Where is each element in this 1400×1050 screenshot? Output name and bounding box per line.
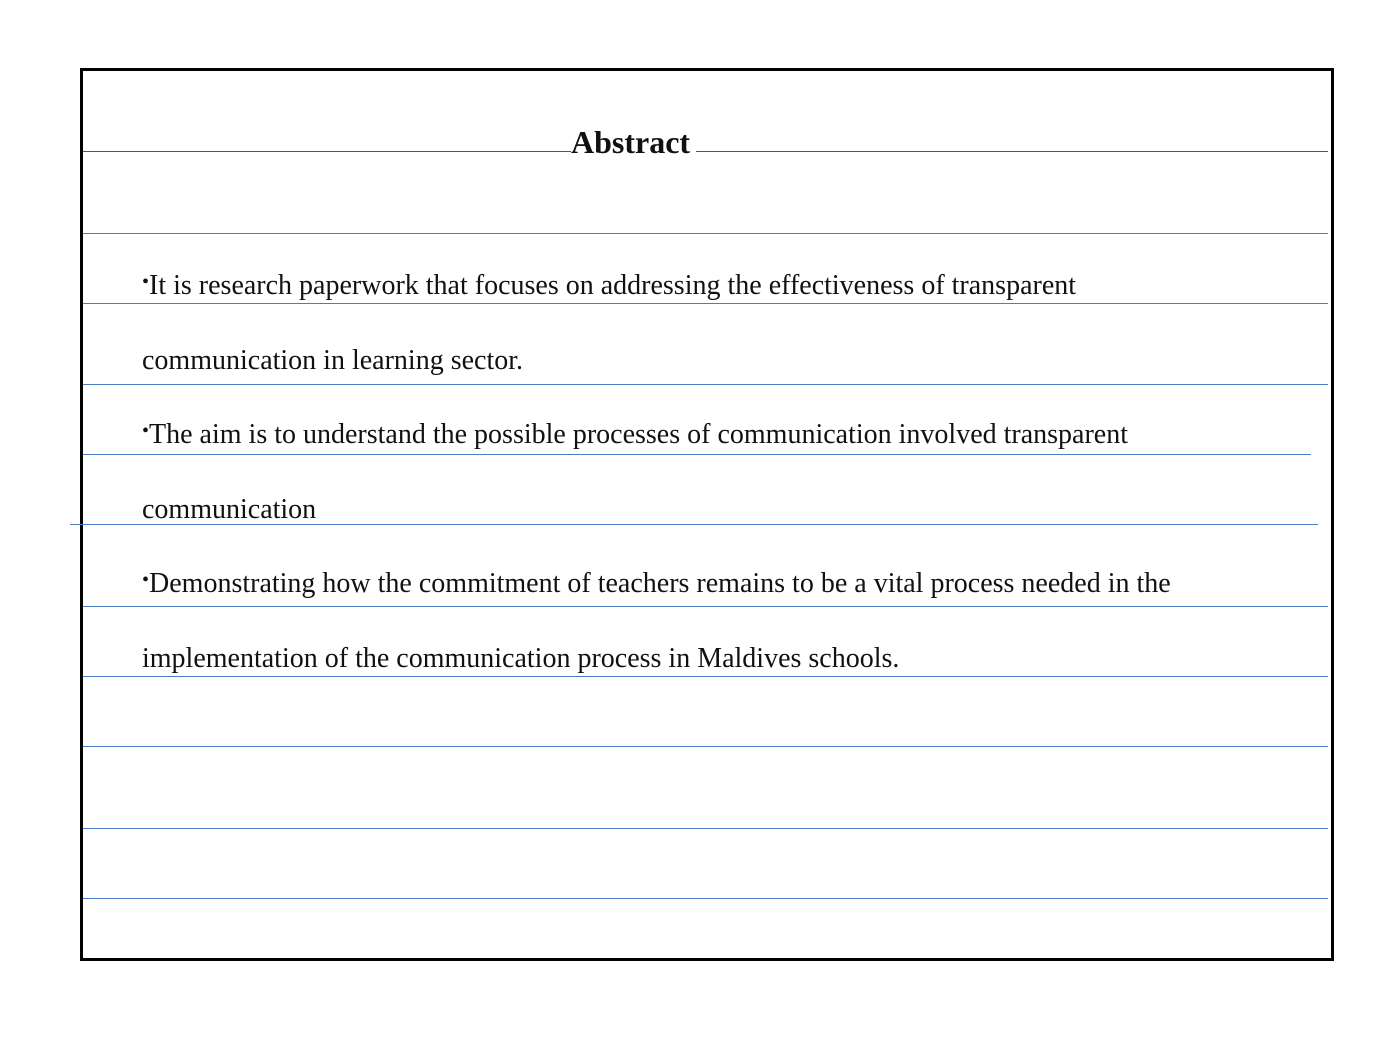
title-rule-line	[83, 151, 1328, 152]
bullet-marker: •	[142, 569, 150, 591]
bullet-item	[142, 564, 1171, 606]
bullet-marker: •	[142, 271, 150, 293]
ruled-line	[83, 746, 1328, 747]
ruled-line	[83, 606, 1328, 607]
bullet-item	[142, 415, 1128, 457]
ruled-line	[83, 233, 1328, 234]
bullet-continuation: communication in learning sector.	[142, 345, 524, 376]
slide-title: Abstract	[571, 122, 696, 162]
ruled-line	[83, 898, 1328, 899]
bullet-text: Demonstrating how the commitment of teachers remains to be a vital process needed in the	[149, 568, 1171, 599]
bullet-text: It is research paperwork that focuses on addressing the effectiveness of transparent	[149, 270, 1077, 301]
bullet-text: The aim is to understand the possible processes of communication involved transparent	[149, 419, 1129, 450]
bullet-item	[142, 266, 1076, 308]
ruled-line	[83, 384, 1328, 385]
bullet-marker: •	[142, 420, 150, 442]
bullet-continuation: implementation of the communication process in Maldives schools.	[142, 643, 900, 674]
bullet-continuation: communication	[142, 494, 317, 525]
ruled-line	[83, 828, 1328, 829]
